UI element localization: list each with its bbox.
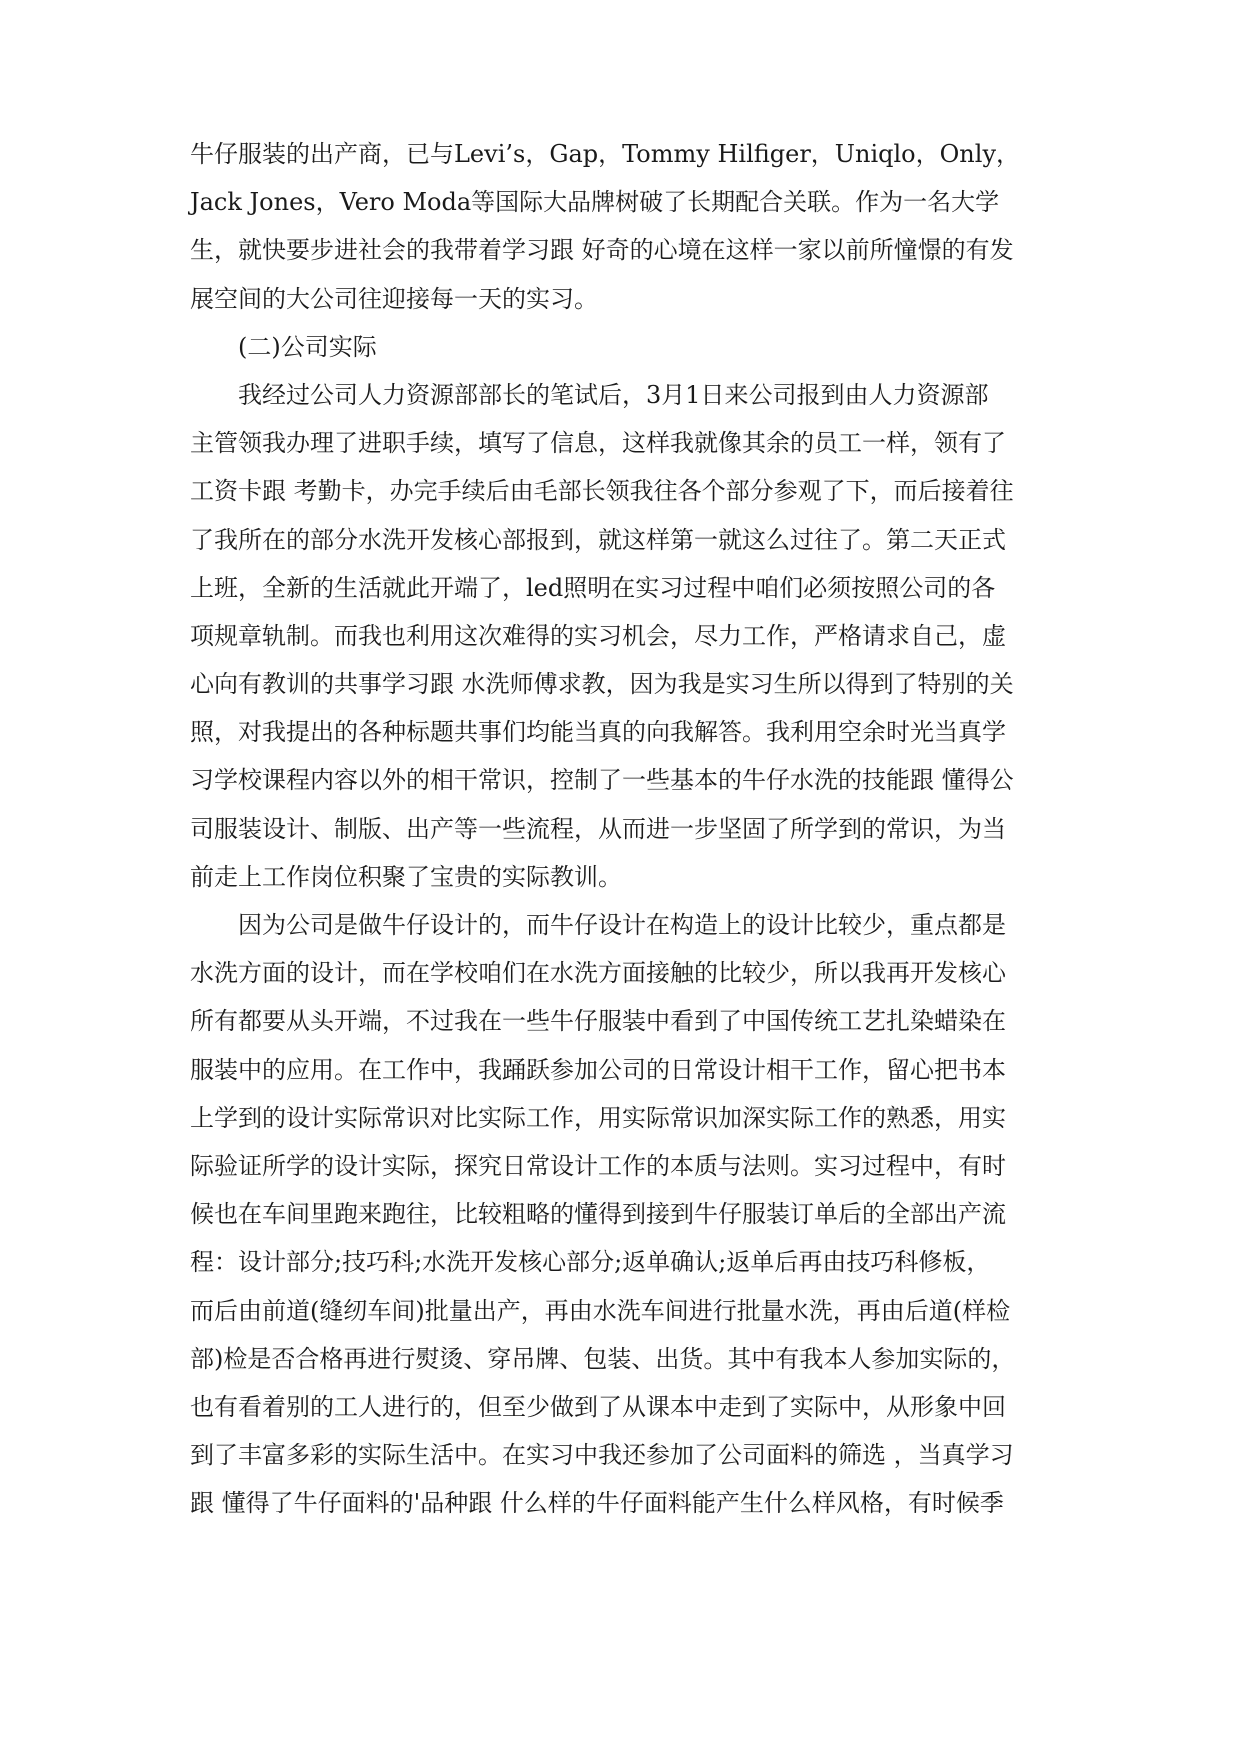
text-line: 牛仔服装的出产商，已与Levi’s，Gap，Tommy Hilfiger，Uniqlo，Only， (190, 140, 1021, 168)
text-line: 司服装设计、制版、出产等一些流程，从而进一步坚固了所学到的常识，为当 (190, 814, 1006, 843)
heading-line: (二)公司实际 (238, 332, 377, 361)
text-line: 工资卡跟 考勤卡，办完手续后由毛部长领我往各个部分参观了下，而后接着往 (190, 477, 1014, 506)
text-line: 照，对我提出的各种标题共事们均能当真的向我解答。我利用空余时光当真学 (190, 718, 1006, 747)
text-line: 而后由前道(缝纫车间)批量出产，再由水洗车间进行批量水洗，再由后道(样检 (190, 1296, 1011, 1325)
text-line: 习学校课程内容以外的相干常识，控制了一些基本的牛仔水洗的技能跟 懂得公 (190, 766, 1014, 795)
text-line: 服装中的应用。在工作中，我踊跃参加公司的日常设计相干工作，留心把书本 (190, 1055, 1006, 1084)
text-line: 程：设计部分;技巧科;水洗开发核心部分;返单确认;返单后再由技巧科修板， (190, 1248, 991, 1277)
text-line: 项规章轨制。而我也利用这次难得的实习机会，尽力工作，严格请求自己，虚 (190, 621, 1006, 650)
text-line: 生，就快要步进社会的我带着学习跟 好奇的心境在这样一家以前所憧憬的有发 (190, 236, 1014, 265)
paragraph-2 (190, 371, 1060, 901)
text-line: 跟 懂得了牛仔面料的'品种跟 什么样的牛仔面料能产生什么样风格，有时候季 (190, 1489, 1004, 1518)
text-line: 因为公司是做牛仔设计的，而牛仔设计在构造上的设计比较少，重点都是 (238, 911, 1006, 939)
text-line: 到了丰富多彩的实际生活中。在实习中我还参加了公司面料的筛选 ，当真学习 (190, 1441, 1014, 1470)
text-line: 心向有教训的共事学习跟 水洗师傅求教，因为我是实习生所以得到了特别的关 (190, 670, 1014, 699)
section-heading (190, 323, 1060, 371)
text-line: 主管领我办理了进职手续，填写了信息，这样我就像其余的员工一样，领有了 (190, 429, 1006, 458)
text-line: 水洗方面的设计，而在学校咱们在水洗方面接触的比较少，所以我再开发核心 (190, 959, 1006, 988)
text-line: 上班，全新的生活就此开端了，led照明在实习过程中咱们必须按照公司的各 (190, 573, 996, 602)
text-line: 上学到的设计实际常识对比实际工作，用实际常识加深实际工作的熟悉，用实 (190, 1103, 1006, 1132)
text-line: 所有都要从头开端，不过我在一些牛仔服装中看到了中国传统工艺扎染蜡染在 (190, 1007, 1006, 1036)
text-line: 也有看着别的工人进行的，但至少做到了从课本中走到了实际中，从形象中回 (190, 1392, 1006, 1421)
text-line: 我经过公司人力资源部部长的笔试后，3月1日来公司报到由人力资源部 (238, 380, 989, 409)
text-line: 候也在车间里跑来跑往，比较粗略的懂得到接到牛仔服装订单后的全部出产流 (190, 1200, 1006, 1229)
text-line: 前走上工作岗位积聚了宝贵的实际教训。 (190, 862, 622, 891)
paragraph-1 (190, 130, 1060, 323)
text-line: 展空间的大公司往迎接每一天的实习。 (190, 284, 598, 313)
text-line: Jack Jones，Vero Moda等国际大品牌树破了长期配合关联。作为一名大学 (190, 188, 1000, 217)
paragraph-3 (190, 901, 1060, 1527)
text-line: 了我所在的部分水洗开发核心部报到，就这样第一就这么过往了。第二天正式 (190, 525, 1006, 554)
text-line: 际验证所学的设计实际，探究日常设计工作的本质与法则。实习过程中，有时 (190, 1151, 1006, 1180)
text-line: 部)检是否合格再进行熨烫、穿吊牌、包装、出货。其中有我本人参加实际的， (190, 1344, 1016, 1373)
document-body (190, 130, 1060, 1527)
